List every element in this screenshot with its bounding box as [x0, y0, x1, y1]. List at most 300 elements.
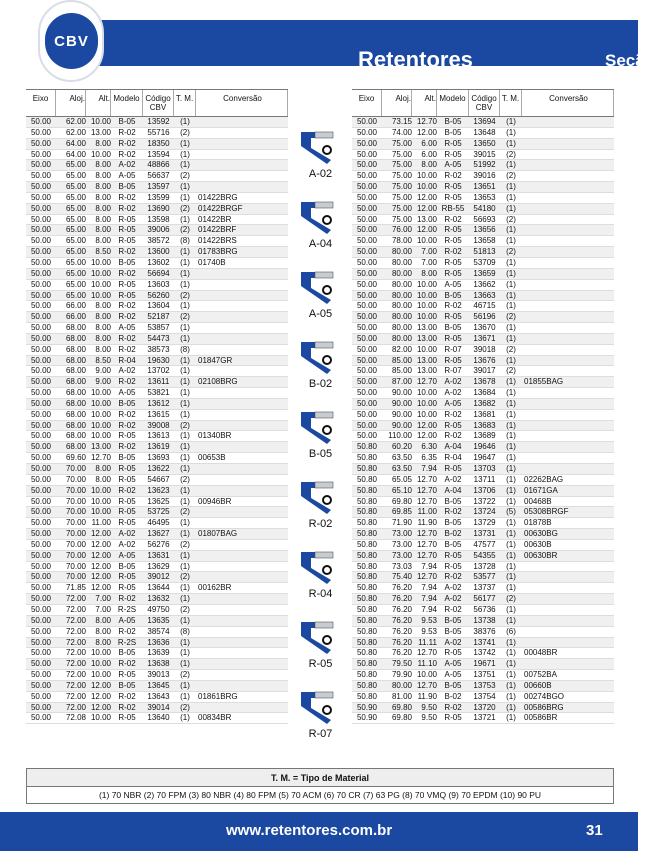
cell-aloj: 65.10	[391, 485, 412, 495]
cell-aloj: 73.15	[391, 117, 412, 126]
cell-codigo: 13612	[147, 398, 170, 408]
cell-modelo: R-05	[118, 431, 136, 441]
cell-alt: 12.70	[416, 485, 437, 495]
cell-tm: (1)	[180, 160, 190, 170]
table-row	[352, 182, 614, 193]
cell-codigo: 51813	[473, 247, 496, 257]
cell-eixo: 50.00	[356, 312, 378, 322]
cell-alt: 8.00	[95, 225, 111, 235]
cell-aloj: 72.00	[65, 659, 86, 669]
cell-aloj: 68.00	[65, 333, 86, 343]
cell-tm: (1)	[506, 518, 516, 528]
table-row	[26, 497, 288, 508]
cell-eixo: 50.00	[30, 659, 52, 669]
table-row	[352, 258, 614, 269]
table-row	[352, 356, 614, 367]
cell-modelo: B-05	[118, 561, 136, 571]
cell-alt: 8.00	[95, 637, 111, 647]
seal-profile-label: A-04	[308, 238, 333, 250]
cell-eixo: 50.00	[356, 203, 378, 213]
cell-aloj: 76.00	[391, 225, 412, 235]
cell-conversao	[196, 312, 288, 322]
cell-codigo: 13592	[147, 117, 170, 126]
cell-conversao	[522, 605, 614, 615]
cell-codigo: 13627	[147, 529, 170, 539]
cell-alt: 12.70	[90, 453, 111, 463]
cell-conversao	[196, 562, 288, 572]
cell-aloj: 75.00	[391, 138, 412, 148]
cell-alt: 8.00	[95, 474, 111, 484]
table-row	[352, 269, 614, 280]
cell-codigo: 13683	[473, 420, 496, 430]
cell-alt: 6.00	[421, 138, 437, 148]
cell-tm: (1)	[506, 388, 516, 398]
cell-conversao	[522, 182, 614, 192]
cell-conversao	[522, 453, 614, 463]
cell-conversao	[196, 486, 288, 496]
cell-alt: 8.00	[95, 333, 111, 343]
table-header	[26, 89, 288, 117]
cell-conversao	[196, 627, 288, 637]
cell-eixo: 50.80	[356, 583, 378, 593]
cell-modelo: R-05	[118, 670, 136, 680]
cell-aloj: 70.00	[65, 485, 86, 495]
cell-aloj: 70.00	[65, 550, 86, 560]
cell-alt: 7.94	[421, 561, 437, 571]
seal-profile-label: B-02	[308, 378, 333, 390]
cell-alt: 13.00	[416, 366, 437, 376]
cell-aloj: 80.00	[391, 257, 412, 267]
table-row	[26, 605, 288, 616]
left-table	[26, 89, 288, 724]
cell-modelo: R-02	[118, 149, 136, 159]
cell-aloj: 90.00	[391, 388, 412, 398]
cell-aloj: 75.00	[391, 192, 412, 202]
cell-tm: (1)	[506, 604, 516, 614]
cell-modelo: A-02	[444, 594, 462, 604]
table-row	[352, 562, 614, 573]
cell-conversao	[196, 442, 288, 452]
cell-aloj: 65.00	[65, 236, 86, 246]
legend-text: (1) 70 NBR (2) 70 FPM (3) 80 NBR (4) 80 FPM (5) 70 ACM (6) 70 CR (7) 63 PG (8) 70 VMQ (9) 70 EPDM (10) 90 PU	[98, 790, 542, 800]
cell-tm: (1)	[180, 279, 190, 289]
cell-alt: 9.53	[421, 615, 437, 625]
cell-modelo: R-02	[444, 431, 462, 441]
cell-alt: 8.00	[95, 236, 111, 246]
cell-alt: 12.00	[416, 127, 437, 137]
cell-aloj: 75.00	[391, 149, 412, 159]
cell-conversao	[196, 334, 288, 344]
cell-alt: 8.00	[95, 182, 111, 192]
cell-tm: (5)	[506, 507, 516, 517]
cell-alt: 12.00	[90, 561, 111, 571]
material-legend	[26, 768, 614, 804]
cell-conversao: 00630BG	[524, 529, 558, 539]
cell-eixo: 50.80	[356, 659, 378, 669]
cell-alt: 6.00	[421, 149, 437, 159]
seal-profile	[289, 126, 352, 186]
cell-tm: (1)	[506, 485, 516, 495]
cell-conversao	[522, 464, 614, 474]
cell-alt: 10.00	[416, 398, 437, 408]
cell-alt: 10.00	[90, 268, 111, 278]
cell-modelo: R-05	[444, 420, 462, 430]
table-row	[26, 301, 288, 312]
cell-alt: 8.00	[95, 192, 111, 202]
table-row	[352, 594, 614, 605]
cell-codigo: 13643	[147, 691, 170, 701]
cell-modelo: R-02	[444, 301, 462, 311]
cell-aloj: 76.20	[391, 637, 412, 647]
cell-conversao	[196, 464, 288, 474]
cell-tm: (1)	[506, 702, 516, 712]
table-body	[352, 117, 614, 724]
cell-aloj: 62.00	[65, 117, 86, 126]
table-row	[352, 171, 614, 182]
cell-codigo: 13598	[147, 214, 170, 224]
cell-tm: (2)	[506, 312, 516, 322]
cell-eixo: 50.80	[356, 539, 378, 549]
cell-conversao: 02108BRG	[198, 377, 238, 387]
cell-alt: 13.00	[90, 127, 111, 137]
cell-conversao	[522, 269, 614, 279]
seal-profile-icon	[297, 546, 345, 586]
cell-codigo: 13721	[473, 713, 496, 723]
cell-tm: (1)	[180, 301, 190, 311]
cell-aloj: 62.00	[65, 127, 86, 137]
cell-conversao: 01740B	[198, 257, 226, 267]
cell-eixo: 50.00	[30, 203, 52, 213]
cell-tm: (1)	[506, 257, 516, 267]
seal-profile	[289, 196, 352, 256]
cell-modelo: R-05	[444, 236, 462, 246]
cell-aloj: 69.85	[391, 507, 412, 517]
table-row	[26, 540, 288, 551]
cell-codigo: 38572	[147, 236, 170, 246]
cell-eixo: 50.00	[356, 171, 378, 181]
cell-eixo: 50.00	[30, 323, 52, 333]
cell-eixo: 50.00	[30, 529, 52, 539]
cell-tm: (2)	[180, 420, 190, 430]
table-row	[352, 399, 614, 410]
cell-codigo: 38574	[147, 626, 170, 636]
cell-eixo: 50.00	[30, 420, 52, 430]
column-header-eixo: Eixo	[352, 90, 382, 116]
cell-conversao	[196, 410, 288, 420]
cell-aloj: 80.00	[391, 312, 412, 322]
cell-tm: (1)	[180, 247, 190, 257]
cell-modelo: A-02	[118, 366, 136, 376]
cell-aloj: 68.00	[65, 442, 86, 452]
cell-tm: (1)	[506, 160, 516, 170]
column-header-alt: Alt.	[412, 90, 437, 116]
table-row	[352, 139, 614, 150]
cell-codigo: 39006	[147, 225, 170, 235]
table-row	[352, 464, 614, 475]
page-footer	[0, 812, 638, 851]
seal-profile-label: R-07	[308, 728, 333, 740]
cell-tm: (1)	[180, 268, 190, 278]
cell-modelo: R-02	[444, 604, 462, 614]
table-row	[26, 225, 288, 236]
cell-conversao	[522, 204, 614, 214]
cell-tm: (6)	[506, 626, 516, 636]
cell-tm: (1)	[506, 268, 516, 278]
right-table	[352, 89, 614, 724]
cell-conversao	[522, 562, 614, 572]
cell-modelo: R-05	[444, 192, 462, 202]
cell-tm: (1)	[180, 388, 190, 398]
cell-conversao	[196, 323, 288, 333]
cell-aloj: 72.00	[65, 670, 86, 680]
cell-aloj: 65.00	[65, 290, 86, 300]
cell-modelo: R-05	[118, 572, 136, 582]
website-url: www.retentores.com.br	[226, 822, 393, 839]
cell-eixo: 50.80	[356, 485, 378, 495]
cell-alt: 10.00	[90, 670, 111, 680]
cell-modelo: R-05	[444, 312, 462, 322]
cell-alt: 8.00	[95, 615, 111, 625]
cell-conversao: 00630B	[524, 539, 552, 549]
cell-eixo: 50.00	[356, 431, 378, 441]
cell-modelo: B-05	[118, 257, 136, 267]
cell-alt: 11.11	[418, 637, 437, 647]
table-row	[26, 150, 288, 161]
cell-alt: 8.50	[95, 355, 111, 365]
cell-conversao	[522, 442, 614, 452]
cell-modelo: A-05	[444, 398, 462, 408]
cell-conversao	[196, 670, 288, 680]
cell-codigo: 13622	[147, 464, 170, 473]
column-header-conversao: Conversão	[522, 90, 614, 116]
cell-modelo: R-05	[444, 182, 462, 192]
cell-codigo: 13729	[473, 518, 496, 528]
cell-codigo: 46715	[473, 301, 496, 311]
cell-modelo: R-04	[118, 355, 136, 365]
cell-tm: (1)	[506, 529, 516, 539]
cell-conversao	[196, 301, 288, 311]
cell-tm: (2)	[180, 539, 190, 549]
cell-conversao	[196, 150, 288, 160]
cell-eixo: 50.80	[356, 442, 378, 452]
cell-alt: 11.00	[417, 507, 437, 517]
cell-modelo: R-02	[118, 420, 136, 430]
cell-aloj: 80.00	[391, 290, 412, 300]
cell-modelo: R-2S	[117, 604, 137, 614]
cell-tm: (2)	[180, 507, 190, 517]
cell-tm: (2)	[506, 344, 516, 354]
table-row	[352, 225, 614, 236]
column-header-aloj: Aloj.	[56, 90, 86, 116]
cell-modelo: B-05	[118, 680, 136, 690]
cell-aloj: 74.00	[391, 127, 412, 137]
cell-conversao: 00834BR	[198, 713, 232, 723]
cell-modelo: R-05	[118, 214, 136, 224]
cell-modelo: A-02	[444, 637, 462, 647]
cell-aloj: 68.00	[65, 355, 86, 365]
cell-alt: 11.90	[417, 518, 437, 528]
cell-eixo: 50.80	[356, 550, 378, 560]
cell-tm: (2)	[506, 214, 516, 224]
cell-alt: 10.00	[90, 648, 111, 658]
table-row	[352, 204, 614, 215]
cell-aloj: 72.08	[65, 713, 86, 723]
table-row	[26, 323, 288, 334]
cell-alt: 12.00	[90, 529, 111, 539]
cell-eixo: 50.80	[356, 648, 378, 658]
cell-modelo: R-2S	[117, 637, 137, 647]
cell-codigo: 49750	[147, 604, 170, 614]
cell-tm: (1)	[506, 409, 516, 419]
table-row	[26, 160, 288, 171]
cell-aloj: 65.00	[65, 279, 86, 289]
cell-modelo: A-05	[118, 171, 136, 181]
cell-tm: (1)	[506, 431, 516, 441]
cell-modelo: RB-55	[441, 203, 465, 213]
cell-tm: (1)	[180, 333, 190, 343]
seal-profile	[289, 336, 352, 396]
cell-tm: (1)	[506, 127, 516, 137]
cell-codigo: 13703	[473, 464, 496, 473]
cell-eixo: 50.00	[30, 290, 52, 300]
cell-aloj: 70.00	[65, 474, 86, 484]
cell-aloj: 81.00	[391, 691, 412, 701]
cell-tm: (2)	[180, 670, 190, 680]
cell-tm: (1)	[180, 518, 190, 528]
table-row	[352, 497, 614, 508]
cell-conversao	[522, 388, 614, 398]
cell-modelo: R-05	[444, 149, 462, 159]
column-header-modelo: Modelo	[437, 90, 469, 116]
table-row	[352, 150, 614, 161]
cell-codigo: 56693	[473, 214, 496, 224]
cell-alt: 10.00	[416, 236, 437, 246]
cell-tm: (1)	[180, 464, 190, 473]
table-row	[352, 475, 614, 486]
cell-alt: 12.70	[416, 529, 437, 539]
cell-eixo: 50.00	[30, 670, 52, 680]
cell-alt: 7.00	[421, 247, 437, 257]
cell-conversao	[522, 128, 614, 138]
table-row	[26, 356, 288, 367]
cell-codigo: 56196	[473, 312, 496, 322]
cell-tm: (1)	[180, 366, 190, 376]
cell-alt: 8.00	[95, 323, 111, 333]
cell-eixo: 50.00	[30, 388, 52, 398]
cell-codigo: 13751	[473, 670, 496, 680]
cell-codigo: 13671	[473, 333, 496, 343]
cell-codigo: 39016	[473, 171, 496, 181]
cell-modelo: R-05	[444, 138, 462, 148]
cell-aloj: 110.00	[388, 431, 412, 441]
cell-codigo: 13603	[147, 279, 170, 289]
cell-conversao	[196, 280, 288, 290]
cell-codigo: 13741	[473, 637, 496, 647]
cell-tm: (1)	[506, 138, 516, 148]
cell-aloj: 90.00	[391, 420, 412, 430]
cell-aloj: 75.00	[391, 203, 412, 213]
cell-eixo: 50.00	[30, 366, 52, 376]
table-row	[352, 377, 614, 388]
table-row	[352, 648, 614, 659]
cell-codigo: 19671	[473, 659, 496, 669]
cell-conversao	[196, 421, 288, 431]
cell-modelo: B-02	[444, 529, 462, 539]
cell-eixo: 50.00	[356, 398, 378, 408]
table-row	[26, 648, 288, 659]
table-row	[352, 334, 614, 345]
cell-eixo: 50.80	[356, 507, 378, 517]
cell-alt: 10.00	[416, 388, 437, 398]
cell-eixo: 50.00	[356, 117, 378, 126]
cell-codigo: 56694	[147, 268, 170, 278]
cell-modelo: R-02	[118, 626, 136, 636]
table-row	[26, 182, 288, 193]
table-row	[352, 323, 614, 334]
seal-profile-label: A-02	[308, 168, 333, 180]
cell-alt: 13.00	[90, 442, 111, 452]
cell-alt: 9.50	[421, 713, 437, 723]
cell-aloj: 85.00	[391, 355, 412, 365]
cell-alt: 12.00	[90, 680, 111, 690]
cell-modelo: R-02	[118, 344, 136, 354]
cell-eixo: 50.90	[356, 702, 378, 712]
cell-alt: 7.94	[421, 464, 437, 473]
seal-profile	[289, 406, 352, 466]
cell-eixo: 50.00	[30, 279, 52, 289]
cell-conversao	[196, 388, 288, 398]
table-row	[352, 616, 614, 627]
cell-tm: (1)	[506, 355, 516, 365]
table-row	[352, 638, 614, 649]
cell-conversao: 02262BAG	[524, 474, 564, 484]
cell-codigo: 18350	[147, 138, 170, 148]
cell-conversao	[196, 572, 288, 582]
table-row	[26, 215, 288, 226]
cell-eixo: 50.00	[30, 344, 52, 354]
cell-codigo: 13753	[473, 680, 496, 690]
cell-tm: (2)	[180, 171, 190, 181]
cell-aloj: 73.00	[391, 539, 412, 549]
cell-alt: 8.00	[421, 160, 437, 170]
cell-codigo: 13645	[147, 680, 170, 690]
table-row	[352, 312, 614, 323]
column-header-conversao: Conversão	[196, 90, 288, 116]
cell-codigo: 13600	[147, 247, 170, 257]
cell-eixo: 50.90	[356, 713, 378, 723]
cell-codigo: 13629	[147, 561, 170, 571]
cell-codigo: 13638	[147, 659, 170, 669]
cell-codigo: 13631	[147, 550, 170, 560]
table-row	[352, 431, 614, 442]
cell-codigo: 39017	[473, 366, 496, 376]
cell-aloj: 70.00	[65, 572, 86, 582]
cell-aloj: 72.00	[65, 626, 86, 636]
cell-aloj: 66.00	[65, 301, 86, 311]
cell-alt: 12.00	[90, 702, 111, 712]
cell-conversao	[196, 128, 288, 138]
cell-tm: (2)	[506, 366, 516, 376]
cell-aloj: 65.00	[65, 182, 86, 192]
cell-tm: (1)	[180, 561, 190, 571]
cell-tm: (1)	[180, 409, 190, 419]
cell-alt: 10.00	[90, 420, 111, 430]
cell-aloj: 72.00	[65, 680, 86, 690]
cell-codigo: 55716	[147, 127, 170, 137]
cell-aloj: 68.00	[65, 323, 86, 333]
table-row	[26, 681, 288, 692]
cell-tm: (1)	[506, 539, 516, 549]
